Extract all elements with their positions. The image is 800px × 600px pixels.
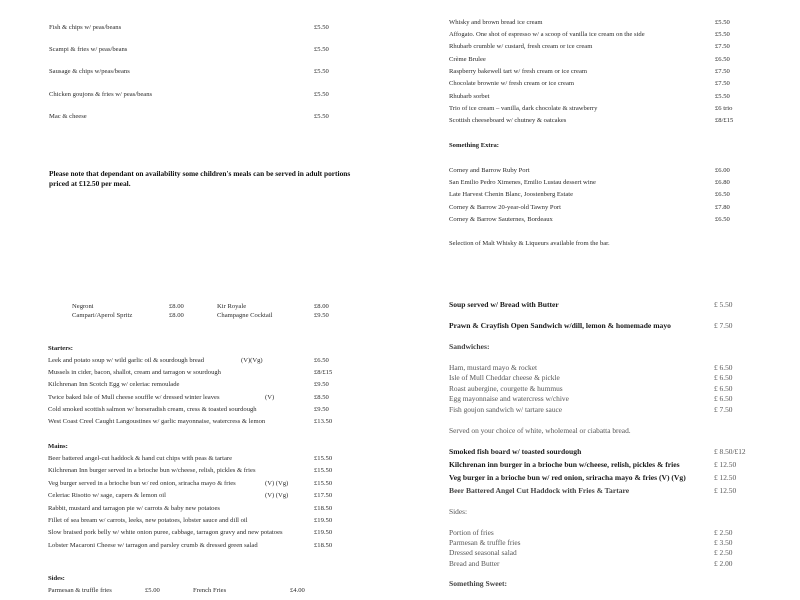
section-heading-mains: Mains: [48, 443, 68, 450]
menu-item-price: £5.50 [715, 31, 730, 38]
menu-item-price: £8.00 [169, 312, 184, 319]
menu-item-price: £7.50 [715, 43, 730, 50]
menu-item-name: Isle of Mull Cheddar cheese & pickle [449, 373, 560, 382]
menu-item-price: £7.50 [715, 68, 730, 75]
diet-label: (V)(Vg) [241, 357, 263, 364]
menu-item-name: Late Harvest Chenin Blanc, Joostenberg Estate [449, 191, 574, 198]
menu-item-price: £ 12.50 [714, 486, 737, 495]
menu-item-name: Chicken goujons & fries w/ peas/beans [49, 91, 153, 98]
menu-item-price: £ 12.50 [714, 473, 737, 482]
menu-item-price: £9.50 [314, 406, 329, 413]
menu-item-price: £ 12.50 [714, 460, 737, 469]
menu-item-name: Roast aubergine, courgette & hummus [449, 384, 563, 393]
menu-item-name: Parmesan & truffle fries [449, 538, 521, 547]
bread-choice-note: Served on your choice of white, wholemeal or ciabatta bread. [449, 426, 631, 435]
menu-item-price: £19.50 [314, 517, 333, 524]
menu-item-price: £18.50 [314, 542, 333, 549]
menu-item-name: Fish goujon sandwich w/ tartare sauce [449, 405, 563, 414]
menu-item-name: Kilchrenan inn burger in a brioche bun w/cheese, relish, pickles & fries [449, 460, 680, 469]
menu-item-price: £6.80 [715, 179, 730, 186]
menu-item-name: Scottish cheeseboard w/ chutney & oatcakes [449, 117, 567, 124]
menu-item-name: Bread and Butter [449, 559, 500, 568]
section-heading-sides: Sides: [48, 575, 65, 582]
menu-item-price: £9.50 [314, 312, 329, 319]
menu-item-price: £5.50 [314, 91, 329, 98]
menu-item-price: £5.50 [314, 24, 329, 31]
menu-item-name: Veg burger in a brioche bun w/ red onion, sriracha mayo & fries (V) (Vg) [449, 473, 686, 482]
menu-item-price: £19.50 [314, 529, 333, 536]
menu-item-name: Chocolate brownie w/ fresh cream or ice cream [449, 80, 575, 87]
menu-item-name: Dressed seasonal salad [449, 548, 517, 557]
menu-item-price: £7.80 [715, 204, 730, 211]
bar-note: Selection of Malt Whisky & Liqueurs available from the bar. [449, 240, 610, 247]
menu-item-name: Trio of ice cream – vanilla, dark chocolate & strawberry [449, 105, 598, 112]
menu-item-price: £6 trio [715, 105, 733, 112]
menu-item-price: £13.50 [314, 418, 333, 425]
menu-item-name: Rabbit, mustard and tarragon pie w/ carrots & baby new potatoes [48, 505, 220, 512]
menu-item-name: Parmesan & truffle fries [48, 587, 112, 594]
menu-item-price: £8.00 [169, 303, 184, 310]
menu-item-price: £ 7.50 [714, 405, 733, 414]
menu-item-price: £7.50 [715, 80, 730, 87]
menu-item-name: Fillet of sea bream w/ carrots, leeks, new potatoes, lobster sauce and dill oil [48, 517, 248, 524]
menu-item-name: Smoked fish board w/ toasted sourdough [449, 447, 582, 456]
menu-item-name: Whisky and brown bread ice cream [449, 19, 543, 26]
menu-item-price: £8/£15 [314, 369, 333, 376]
menu-item-name: Kir Royale [217, 303, 247, 310]
menu-item-price: £5.50 [715, 19, 730, 26]
soup-item-price: £ 5.50 [714, 300, 733, 309]
menu-item-price: £ 2.50 [714, 548, 733, 557]
menu-item-price: £ 6.50 [714, 384, 733, 393]
menu-item-price: £8.50 [314, 394, 329, 401]
menu-item-price: £15.50 [314, 480, 333, 487]
section-heading-starters: Starters: [48, 345, 73, 352]
menu-item-price: £5.50 [314, 68, 329, 75]
menu-item-name: Beer battered angel-cut haddock & hand cut chips with peas & tartare [48, 455, 233, 462]
section-heading-sandwiches: Sandwiches: [449, 342, 490, 351]
menu-item-name: Mussels in cider, bacon, shallot, cream and tarragon w sourdough [48, 369, 221, 376]
menu-item-price: £15.50 [314, 455, 333, 462]
menu-item-name: West Coast Creel Caught Langoustines w/ garlic mayonnaise, watercress & lemon [48, 418, 266, 425]
menu-item-price: £ 8.50/£12 [714, 447, 746, 456]
menu-item-price: £17.50 [314, 492, 333, 499]
menu-item-name: Leek and potato soup w/ wild garlic oil & sourdough bread [48, 357, 205, 364]
menu-item-price: £ 6.50 [714, 373, 733, 382]
menu-item-price: £6.50 [715, 191, 730, 198]
menu-item-price: £ 6.50 [714, 363, 733, 372]
section-heading-extra: Something Extra: [449, 142, 500, 149]
menu-item-price: £9.50 [314, 381, 329, 388]
menu-item-name: Fish & chips w/ peas/beans [49, 24, 122, 31]
menu-item-name: Sausage & chips w/peas/beans [49, 68, 130, 75]
section-heading-sides-lunch: Sides: [449, 507, 468, 516]
menu-item-name: Rhubarb sorbet [449, 93, 490, 100]
menu-item-name: Egg mayonnaise and watercress w/chive [449, 394, 569, 403]
menu-item-price: £8.00 [314, 303, 329, 310]
menu-item-name: San Emilio Pedro Ximenes, Emilio Lustau dessert wine [449, 179, 596, 186]
menu-item-name: Corney & Barrow Sauternes, Bordeaux [449, 216, 553, 223]
menu-item-name: Twice baked Isle of Mull cheese souffle w/ dressed winter leaves [48, 394, 220, 401]
menu-item-price: £ 2.50 [714, 528, 733, 537]
diet-label: (V) [265, 394, 275, 401]
menu-item-name: Beer Battered Angel Cut Haddock with Fries & Tartare [449, 486, 630, 495]
menu-item-price: £8/£15 [715, 117, 734, 124]
menu-item-price: £6.50 [715, 216, 730, 223]
section-heading-something-sweet: Something Sweet: [449, 579, 508, 588]
menu-item-name: Celeriac Risotto w/ sage, capers & lemon oil [48, 492, 166, 499]
menu-item-price: £ 2.00 [714, 559, 733, 568]
menu-item-name: Corney and Barrow Ruby Port [449, 167, 530, 174]
menu-item-name: Crème Brulee [449, 56, 486, 63]
menu-item-name: Corney & Barrow 20-year-old Tawny Port [449, 204, 561, 211]
menu-item-price: £6.00 [715, 167, 730, 174]
menu-item-name: Scampi & fries w/ peas/beans [49, 46, 128, 53]
menu-item-name: Lobster Macaroni Cheese w/ tarragon and parsley crumb & dressed green salad [48, 542, 258, 549]
menu-item-price: £ 3.50 [714, 538, 733, 547]
prawn-item-price: £ 7.50 [714, 321, 733, 330]
menu-item-name: Mac & cheese [49, 113, 87, 120]
menu-item-name: Kilchrenan Inn burger served in a brioche bun w/cheese, relish, pickles & fries [48, 467, 256, 474]
menu-item-price: £18.50 [314, 505, 333, 512]
diet-label: (V) (Vg) [265, 480, 289, 487]
menu-item-price: £5.50 [715, 93, 730, 100]
menu-item-name: Portion of fries [449, 528, 494, 537]
menu-item-name: Ham, mustard mayo & rocket [449, 363, 538, 372]
menu-item-price: £6.50 [715, 56, 730, 63]
menu-item-name: Affogato. One shot of espresso w/ a scoop of vanilla ice cream on the side [449, 31, 645, 38]
prawn-item-name: Prawn & Crayfish Open Sandwich w/dill, lemon & homemade mayo [449, 321, 671, 330]
menu-item-name: Kilchrenan Inn Scotch Egg w/ celeriac remoulade [48, 381, 180, 388]
menu-item-price: £ 6.50 [714, 394, 733, 403]
menu-item-price: £5.50 [314, 113, 329, 120]
menu-item-name: Champagne Cocktail [217, 312, 273, 319]
menu-item-name: Slow braised pork belly w/ white onion puree, cabbage, tarragon gravy and new potatoes [48, 529, 283, 536]
menu-item-name: Rhubarb crumble w/ custard, fresh cream or ice cream [449, 43, 593, 50]
menu-item-name: Veg burger served in a brioche bun w/ red onion, sriracha mayo & fries [48, 480, 236, 487]
menu-item-price: £4.00 [290, 587, 305, 594]
menu-item-name: French Fries [193, 587, 227, 594]
diet-label: (V) (Vg) [265, 492, 289, 499]
menu-item-price: £15.50 [314, 467, 333, 474]
menu-item-name: Cold smoked scottish salmon w/ horseradish cream, cress & toasted sourdough [48, 406, 257, 413]
menu-item-price: £5.00 [145, 587, 160, 594]
menu-item-name: Raspberry bakewell tart w/ fresh cream or ice cream [449, 68, 588, 75]
menu-item-price: £5.50 [314, 46, 329, 53]
soup-item-name: Soup served w/ Bread with Butter [449, 300, 559, 309]
section-heading-desserts [449, 0, 475, 1]
menu-item-price: £6.50 [314, 357, 329, 364]
adult-portion-note: Please note that dependant on availability some children's meals can be served in adult portions priced at £12.50 per meal. [49, 169, 351, 188]
menu-item-name: Negroni [72, 303, 94, 310]
menu-item-name: Campari/Aperol Spritz [72, 312, 133, 319]
